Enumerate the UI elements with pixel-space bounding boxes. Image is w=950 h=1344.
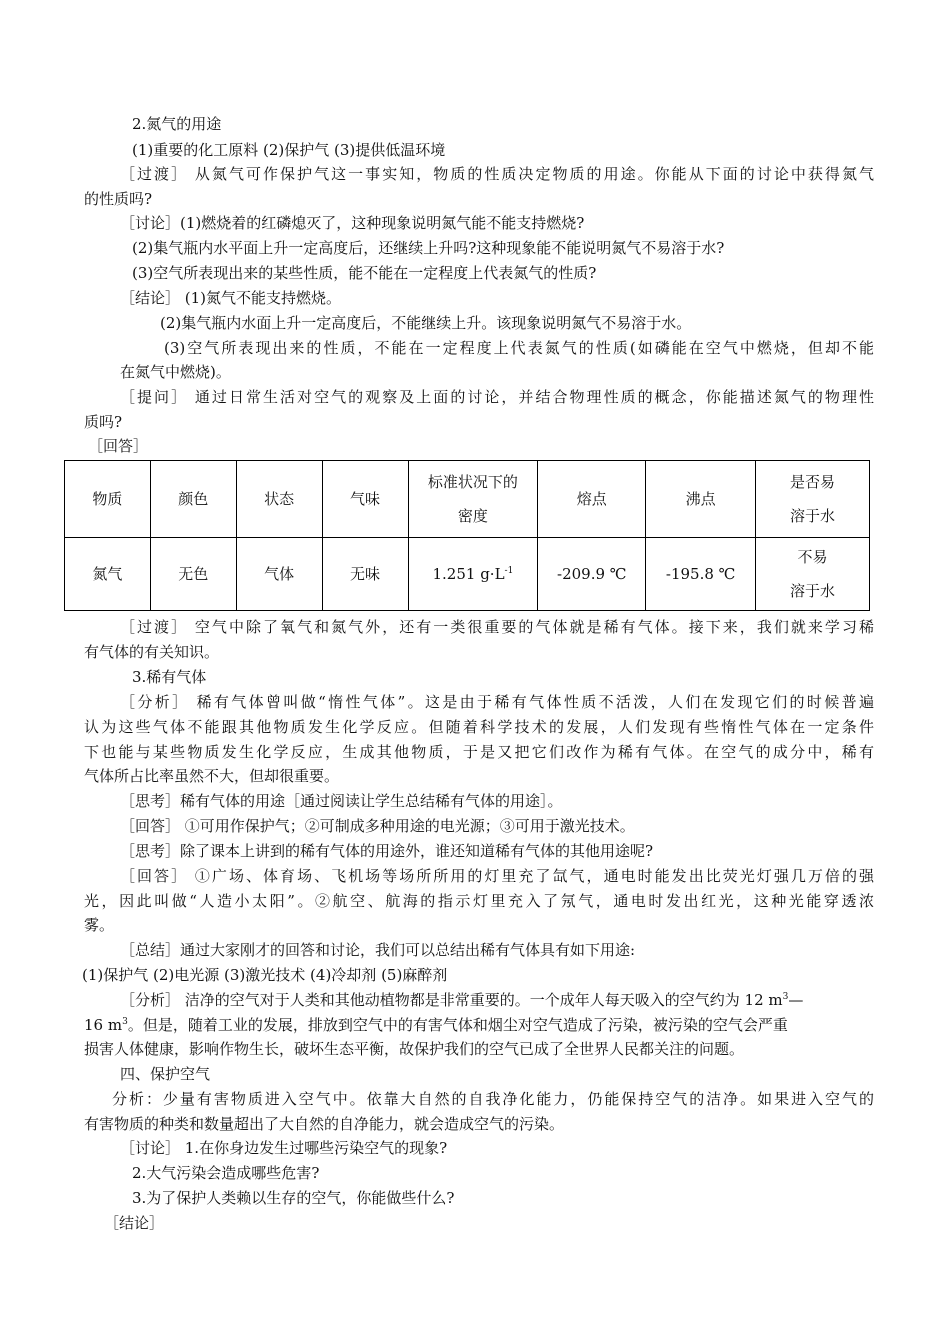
table-header-row — [65, 461, 870, 538]
line-35: 有害物质的种类和数量超出了大自然的自净能力，就会造成空气的污染。 — [84, 1115, 565, 1133]
header-melting: 熔点 — [538, 461, 646, 538]
cell-boiling: -195.8 ℃ — [646, 538, 756, 611]
header-soluble — [756, 461, 870, 538]
line-22: ［思考］稀有气体的用途［通过阅读让学生总结稀有气体的用途］。 — [120, 792, 563, 810]
line-23: ［回答］ ①可用作保护气；②可制成多种用途的电光源；③可用于激光技术。 — [120, 817, 635, 835]
line-16: 有气体的有关知识。 — [84, 643, 220, 661]
line-21: 气体所占比率虽然不大，但却很重要。 — [84, 767, 340, 785]
line-05: ［讨论］(1)燃烧着的红磷熄灭了，这种现象说明氮气能不能支持燃烧? — [120, 214, 585, 232]
cubic-sup-1: 3 — [782, 992, 789, 1002]
line-30-dash: — — [788, 991, 804, 1009]
line-25: ［回答］ ①广场、体育场、飞机场等场所所用的灯里充了氙气，通电时能发出比荧光灯强几万倍的强 — [120, 867, 874, 885]
line-32: 损害人体健康，影响作物生长，破坏生态平衡，故保护我们的空气已成了全世界人民都关注的问题。 — [84, 1040, 745, 1058]
line-30-text: ［分析］ 洁净的空气对于人类和其他动植物都是非常重要的。一个成年人每天吸入的空气约为 12 m — [120, 991, 783, 1009]
header-soluble-line2: 溶于水 — [790, 507, 836, 525]
line-38: 3.为了保护人类赖以生存的空气，你能做些什么? — [132, 1189, 455, 1207]
line-08: ［结论］ (1)氮气不能支持燃烧。 — [120, 289, 342, 307]
line-04: 的性质吗? — [84, 190, 153, 208]
line-26: 光，因此叫做“人造小太阳”。②航空、航海的指示灯里充入了氖气，通电时发出红光，这种光能穿透浓 — [84, 892, 874, 910]
header-substance: 物质 — [65, 461, 151, 538]
line-03: ［过渡］ 从氮气可作保护气这一事实知，物质的性质决定物质的用途。你能从下面的讨论中获得氮气 — [120, 165, 874, 183]
line-20: 下也能与某些物质发生化学反应，生成其他物质，于是又把它们改作为稀有气体。在空气的成分中，稀有 — [84, 743, 874, 761]
line-13: 质吗? — [84, 413, 123, 431]
line-36: ［讨论］ 1.在你身边发生过哪些污染空气的现象? — [120, 1139, 448, 1157]
line-34: 分析：少量有害物质进入空气中。依靠大自然的自我净化能力，仍能保持空气的洁净。如果进入空气的 — [112, 1090, 874, 1108]
cell-density — [408, 538, 538, 611]
cubic-sup-2: 3 — [122, 1017, 128, 1027]
density-exponent: -1 — [504, 566, 514, 576]
line-06: (2)集气瓶内水平面上升一定高度后，还继续上升吗?这种现象能不能说明氮气不易溶于水? — [132, 239, 725, 257]
density-value: 1.251 g·L — [432, 565, 505, 583]
nitrogen-properties-table — [64, 460, 870, 611]
line-24: ［思考］除了课本上讲到的稀有气体的用途外，谁还知道稀有气体的其他用途呢? — [120, 842, 654, 860]
cell-melting: -209.9 ℃ — [538, 538, 646, 611]
line-14: ［回答］ — [88, 437, 149, 455]
cell-substance: 氮气 — [65, 538, 151, 611]
line-28: ［总结］通过大家刚才的回答和讨论，我们可以总结出稀有气体具有如下用途: — [120, 941, 636, 959]
line-11: 在氮气中燃烧)。 — [120, 363, 231, 381]
table-row — [65, 538, 870, 611]
header-density — [408, 461, 538, 538]
line-37: 2.大气污染会造成哪些危害? — [132, 1164, 320, 1182]
cell-soluble — [756, 538, 870, 611]
line-07: (3)空气所表现出来的某些性质，能不能在一定程度上代表氮气的性质? — [132, 264, 597, 282]
cell-soluble-line1: 不易 — [797, 548, 828, 566]
line-39: ［结论］ — [104, 1214, 165, 1232]
line-09: (2)集气瓶内水面上升一定高度后，不能继续上升。该现象说明氮气不易溶于水。 — [160, 314, 692, 332]
cell-state: 气体 — [236, 538, 322, 611]
line-10: (3)空气所表现出来的性质，不能在一定程度上代表氮气的性质(如磷能在空气中燃烧，但却不能 — [164, 339, 874, 357]
section-heading-protect-air: 四、保护空气 — [120, 1065, 211, 1083]
line-30 — [120, 990, 874, 1010]
header-boiling: 沸点 — [646, 461, 756, 538]
header-odor: 气味 — [322, 461, 408, 538]
header-density-line1: 标准状况下的 — [427, 473, 518, 491]
line-15: ［过渡］ 空气中除了氧气和氮气外，还有一类很重要的气体就是稀有气体。接下来，我们就来学习稀 — [120, 618, 874, 636]
line-29: (1)保护气 (2)电光源 (3)激光技术 (4)冷却剂 (5)麻醉剂 — [82, 966, 448, 984]
line-31 — [84, 1015, 874, 1035]
header-density-line2: 密度 — [457, 507, 488, 525]
cell-odor: 无味 — [322, 538, 408, 611]
line-01: 2.氮气的用途 — [132, 115, 222, 133]
line-31-text: 。但是，随着工业的发展，排放到空气中的有害气体和烟尘对空气造成了污染，被污染的空气会严重 — [127, 1016, 788, 1034]
cell-color: 无色 — [150, 538, 236, 611]
header-soluble-line1: 是否易 — [790, 473, 836, 491]
line-17: 3.稀有气体 — [132, 668, 207, 686]
line-19: 认为这些气体不能跟其他物质发生化学反应。但随着科学技术的发展，人们发现有些惰性气体在一定条件 — [84, 718, 874, 736]
line-31-start: 16 m — [84, 1016, 123, 1034]
header-state: 状态 — [236, 461, 322, 538]
line-27: 雾。 — [84, 916, 115, 934]
header-color: 颜色 — [150, 461, 236, 538]
line-02: (1)重要的化工原料 (2)保护气 (3)提供低温环境 — [132, 141, 446, 159]
cell-soluble-line2: 溶于水 — [790, 582, 836, 600]
line-18: ［分析］ 稀有气体曾叫做“惰性气体”。这是由于稀有气体性质不活泼，人们在发现它们的时候普遍 — [120, 693, 874, 711]
line-12: ［提问］ 通过日常生活对空气的观察及上面的讨论，并结合物理性质的概念，你能描述氮气的物理性 — [120, 388, 874, 406]
